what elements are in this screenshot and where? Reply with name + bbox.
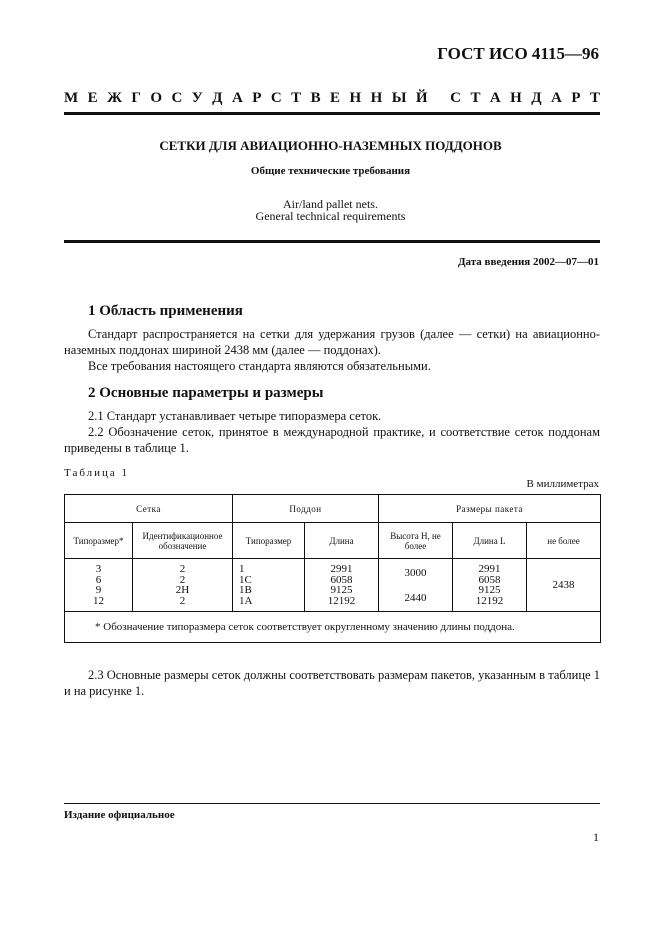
subheader-net-id: Идентификационное обозначение xyxy=(133,523,233,559)
cell-pallet-lengths xyxy=(305,559,379,612)
banner-letter: М xyxy=(64,90,79,106)
table-1 xyxy=(64,494,601,643)
top-rule xyxy=(64,112,600,115)
banner-letter: А xyxy=(551,90,562,106)
pallet-size-value: 1A xyxy=(239,594,253,607)
banner-letter: Т xyxy=(589,90,600,106)
banner-letter: Т xyxy=(291,90,302,106)
document-code: ГОСТ ИСО 4115—96 xyxy=(437,44,599,63)
pallet-size-value: 1C xyxy=(239,573,252,586)
banner-letter: В xyxy=(310,90,321,106)
banner-letter: С xyxy=(270,90,282,106)
banner-letter: Д xyxy=(531,90,542,106)
english-title-line-2: General technical requirements xyxy=(255,209,406,223)
header-pallet: Поддон xyxy=(233,495,379,523)
subheader-pallet-size: Типоразмер xyxy=(233,523,305,559)
section-2-body xyxy=(64,408,600,456)
package-length-value: 2991 xyxy=(478,563,501,575)
subheader-pallet-length: Длина xyxy=(305,523,379,559)
banner-letter: Т xyxy=(470,90,481,106)
section-2-paragraph-3: 2.3 Основные размеры сеток должны соответствовать размерам пакетов, указанным в таблице 1 и на рисунке 1. xyxy=(64,668,600,698)
package-length-value: 12192 xyxy=(475,594,504,607)
banner-letter: Р xyxy=(571,90,581,106)
banner-letter: О xyxy=(150,90,162,106)
section-2-3 xyxy=(64,667,600,699)
table-caption: Таблица 1 xyxy=(64,467,130,479)
package-length-value: 6058 xyxy=(478,573,501,586)
banner-letter xyxy=(437,90,441,107)
banner-letter: Н xyxy=(510,90,522,106)
page-number: 1 xyxy=(593,830,599,844)
net-size-value: 9 xyxy=(95,584,102,596)
banner-letter: А xyxy=(489,90,501,106)
net-size-value: 6 xyxy=(95,573,102,586)
standard-banner xyxy=(64,90,600,107)
section-2-heading: 2 Основные параметры и размеры xyxy=(88,385,324,401)
banner-letter: Р xyxy=(252,90,262,106)
section-2-paragraph-1: 2.1 Стандарт устанавливает четыре типоразмера сеток. xyxy=(88,409,382,423)
banner-letter: Н xyxy=(349,90,362,106)
footer-rule xyxy=(64,803,600,804)
banner-letter: Е xyxy=(330,90,341,106)
subheader-height: Высота H, не более xyxy=(379,523,453,559)
subheader-net-size: Типоразмер* xyxy=(65,523,133,559)
table-units: В миллиметрах xyxy=(526,478,599,490)
cell-net-sizes xyxy=(65,559,133,612)
height-value: 2440 xyxy=(404,591,427,604)
subheader-package-length: Длина L xyxy=(453,523,527,559)
section-2-paragraph-2: 2.2 Обозначение сеток, принятое в международной практике, и соответствие сеток поддонам приведены в таблице 1. xyxy=(64,425,600,455)
net-id-value: 2 xyxy=(179,563,186,575)
title-rule xyxy=(64,240,600,243)
edition-label: Издание официальное xyxy=(64,809,175,821)
header-package-dimensions: Размеры пакета xyxy=(379,495,601,523)
banner-letter: Н xyxy=(370,90,383,106)
banner-letter: Д xyxy=(212,90,223,106)
height-value: 3000 xyxy=(404,566,427,579)
banner-letter: Ж xyxy=(107,90,122,106)
banner-letter: С xyxy=(171,90,183,106)
cell-net-ids xyxy=(133,559,233,612)
table-footnote: * Обозначение типоразмера сеток соответствует округленному значению длины поддона. xyxy=(65,612,601,643)
section-1-paragraph-2: Все требования настоящего стандарта являются обязательными. xyxy=(88,359,431,373)
section-1-body xyxy=(64,326,600,374)
cell-package-lengths xyxy=(453,559,527,612)
package-length-value: 9125 xyxy=(478,584,501,596)
net-id-value: 2H xyxy=(175,584,190,596)
banner-letter: Ы xyxy=(391,90,407,106)
banner-letter: Й xyxy=(415,90,428,106)
net-id-value: 2 xyxy=(179,573,186,586)
pallet-size-value: 1B xyxy=(239,584,252,596)
english-title xyxy=(0,198,661,222)
document-title: СЕТКИ ДЛЯ АВИАЦИОННО-НАЗЕМНЫХ ПОДДОНОВ xyxy=(159,138,502,153)
banner-letter: С xyxy=(450,90,461,106)
net-id-value: 2 xyxy=(179,594,186,607)
pallet-length-value: 9125 xyxy=(330,584,353,596)
cell-max-width: 2438 xyxy=(527,559,601,612)
banner-letter: А xyxy=(231,90,243,106)
english-title-line-1: Air/land pallet nets. xyxy=(283,197,378,211)
banner-letter: У xyxy=(191,90,203,106)
banner-letter: Г xyxy=(131,90,141,106)
section-1-paragraph-1: Стандарт распространяется на сетки для удержания грузов (далее — сетки) на авиационно-наземных поддонах шириной 2438 мм (далее — поддонах). xyxy=(64,327,600,357)
banner-letter: Е xyxy=(87,90,98,106)
introduction-date: Дата введения 2002—07—01 xyxy=(457,256,599,268)
header-net: Сетка xyxy=(65,495,233,523)
section-1-heading: 1 Область применения xyxy=(88,303,243,319)
cell-heights xyxy=(379,559,453,612)
pallet-length-value: 6058 xyxy=(330,573,353,586)
net-size-value: 3 xyxy=(95,563,102,575)
net-size-value: 12 xyxy=(93,594,104,607)
pallet-size-value: 1 xyxy=(239,563,245,575)
subheader-max: не более xyxy=(527,523,601,559)
pallet-length-value: 2991 xyxy=(330,563,353,575)
cell-pallet-sizes xyxy=(233,559,305,612)
pallet-length-value: 12192 xyxy=(327,594,356,607)
document-subtitle: Общие технические требования xyxy=(250,165,411,177)
